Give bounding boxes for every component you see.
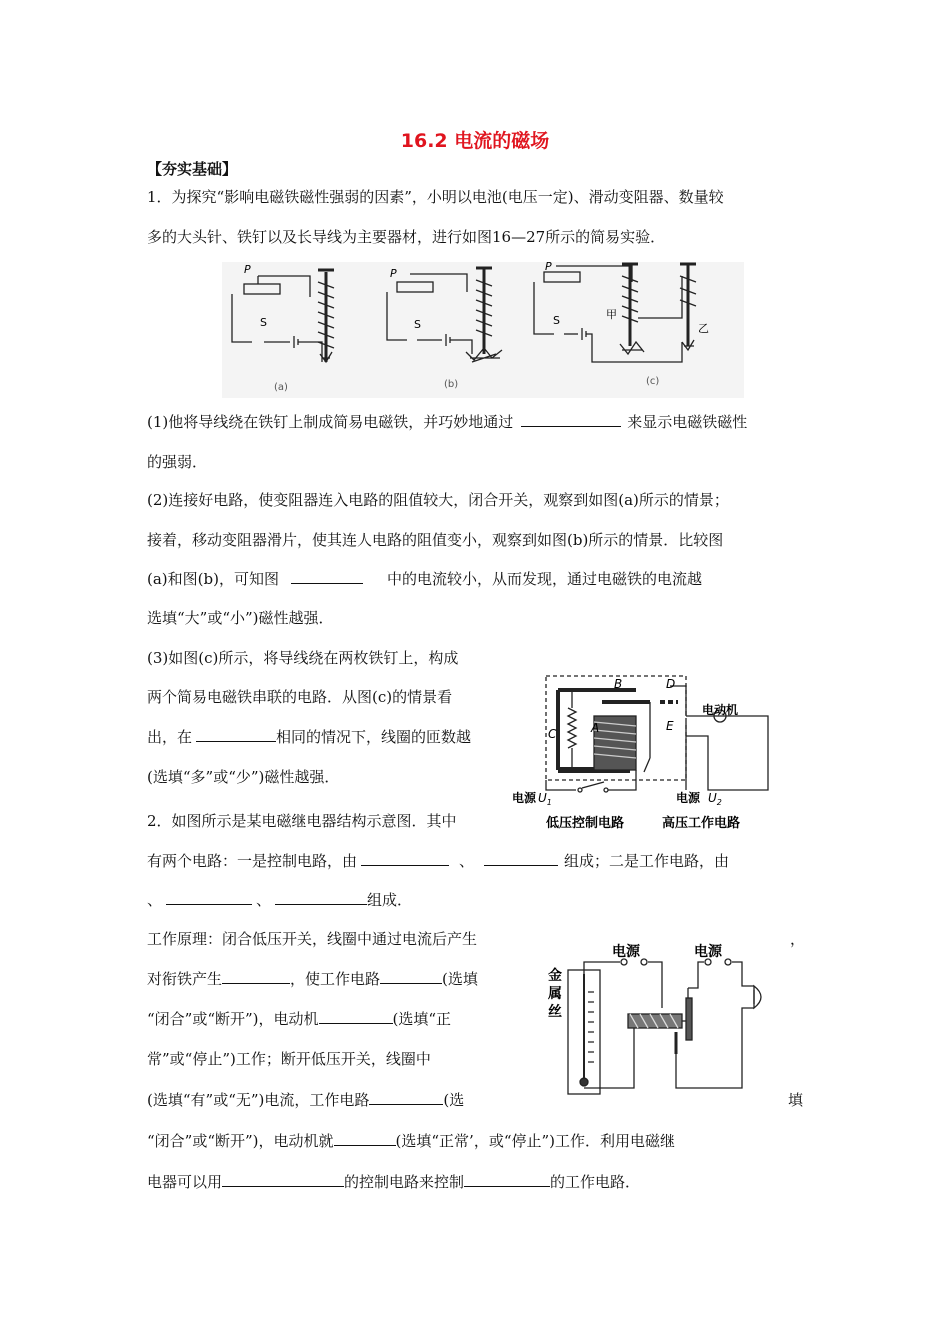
q2-line9: “闭合”或“断开”)，电动机就 (选填“正常’，或“停止”)工作．利用电磁继	[147, 1132, 676, 1150]
answer-blank-4[interactable]	[361, 851, 449, 866]
q1-p3-line3: 出，在 相同的情况下，线圈的匝数越	[147, 728, 472, 746]
thermo-source-1: 电源	[612, 944, 640, 960]
answer-blank-3[interactable]	[196, 727, 276, 742]
fig1-s-a: S	[260, 316, 267, 329]
q1-p1-line1: (1)他将导线绕在铁钉上制成简易电磁铁，并巧妙地通过 来显示电磁铁磁性	[147, 413, 748, 431]
q2-line4: 工作原理：闭合低压开关，线圈中通过电流后产生	[147, 930, 478, 948]
q1-p2-line3: (a)和图(b)，可知图 中的电流较小，从而发现，通过电磁铁的电流越	[147, 570, 702, 588]
fig1-p-a: P	[244, 263, 251, 276]
answer-blank-11[interactable]	[369, 1090, 443, 1105]
relay-u2: $U_2$	[708, 791, 722, 807]
fig1-caption-b: (b)	[444, 379, 459, 390]
relay-diagram	[510, 672, 775, 837]
relay-source-2: 电源	[676, 791, 701, 805]
thermometer-relay-diagram	[542, 942, 778, 1098]
answer-blank-13[interactable]	[222, 1172, 344, 1187]
relay-label-a: A	[591, 721, 600, 735]
relay-label-e: E	[666, 719, 674, 733]
answer-blank-5[interactable]	[484, 851, 558, 866]
fig1-caption-a: (a)	[274, 382, 288, 393]
q1-p1-line2: 的强弱．	[147, 453, 208, 471]
answer-blank-8[interactable]	[222, 969, 290, 984]
relay-motor-label: 电动机	[702, 703, 739, 717]
answer-blank-6[interactable]	[166, 890, 252, 905]
q2-line1: 2．如图所示是某电磁继电器结构示意图．其中	[147, 812, 457, 830]
q1-line2: 多的大头针、铁钉以及长导线为主要器材，进行如图16—27所示的简易实验．	[147, 228, 666, 246]
relay-source-1: 电源	[512, 791, 537, 805]
fig1-p-c: P	[545, 262, 552, 273]
q1-p3-line2: 两个简易电磁铁串联的电路．从图(c)的情景看	[147, 688, 453, 706]
fig1-p-b: P	[390, 267, 397, 280]
q1-p2-line1: (2)连接好电路，使变阻器连入电路的阻值较大，闭合开关，观察到如图(a)所示的情景；	[147, 491, 729, 509]
fig1-s-c: S	[553, 314, 560, 327]
relay-label-d: D	[666, 677, 676, 691]
answer-blank-14[interactable]	[464, 1172, 550, 1187]
relay-u1: $U_1$	[538, 791, 552, 807]
figure-16-27	[222, 262, 744, 398]
q2-line8-tail: 填	[788, 1091, 804, 1109]
thermo-metal-1: 金	[548, 968, 562, 984]
q2-line5: 对衔铁产生 ，使工作电路 (选填	[147, 970, 478, 988]
answer-blank-7[interactable]	[275, 890, 367, 905]
thermo-metal-2: 属	[548, 986, 562, 1002]
page-title: 16.2 电流的磁场	[400, 130, 550, 152]
q2-line8: (选填“有”或“无”)电流，工作电路 (选	[147, 1091, 465, 1109]
fig1-caption-c: (c)	[646, 376, 660, 387]
q2-line7: 常”或“停止”)工作；断开低压开关，线圈中	[147, 1050, 431, 1068]
q2-line4-comma: ，	[790, 930, 806, 948]
q2-line3: 、 、 组成．	[147, 891, 413, 909]
relay-label-c: C	[548, 727, 557, 741]
q1-p2-line4: 选填“大”或“小”)磁性越强．	[147, 609, 334, 627]
fig1-label-jia: 甲	[606, 308, 617, 321]
relay-high-voltage-label: 高压工作电路	[662, 816, 741, 831]
q2-line10: 电器可以用 的控制电路来控制 的工作电路．	[147, 1173, 641, 1191]
relay-low-voltage-label: 低压控制电路	[546, 816, 625, 831]
q2-line6: “闭合”或“断开”)，电动机 (选填“正	[147, 1010, 452, 1028]
q1-p2-line2: 接着，移动变阻器滑片，使其连人电路的阻值变小，观察到如图(b)所示的情景．比较图	[147, 531, 724, 549]
relay-label-b: B	[614, 677, 623, 691]
thermo-source-2: 电源	[694, 944, 722, 960]
q1-p3-line4: (选填“多”或“少”)磁性越强．	[147, 768, 340, 786]
fig1-s-b: S	[414, 318, 421, 331]
q1-p3-line1: (3)如图(c)所示，将导线绕在两枚铁钉上，构成	[147, 649, 459, 667]
answer-blank-9[interactable]	[380, 969, 442, 984]
answer-blank-1[interactable]	[521, 412, 621, 427]
fig1-label-yi: 乙	[698, 322, 709, 335]
q2-line2: 有两个电路：一是控制电路，由 、 组成；二是工作电路，由	[147, 852, 730, 870]
thermo-metal-3: 丝	[548, 1004, 562, 1020]
section-heading: 【夯实基础】	[147, 160, 238, 178]
answer-blank-10[interactable]	[319, 1009, 393, 1024]
answer-blank-2[interactable]	[291, 569, 363, 584]
q1-line1: 1．为探究“影响电磁铁磁性强弱的因素”，小明以电池(电压一定)、滑动变阻器、数量较	[147, 188, 724, 206]
answer-blank-12[interactable]	[334, 1131, 396, 1146]
